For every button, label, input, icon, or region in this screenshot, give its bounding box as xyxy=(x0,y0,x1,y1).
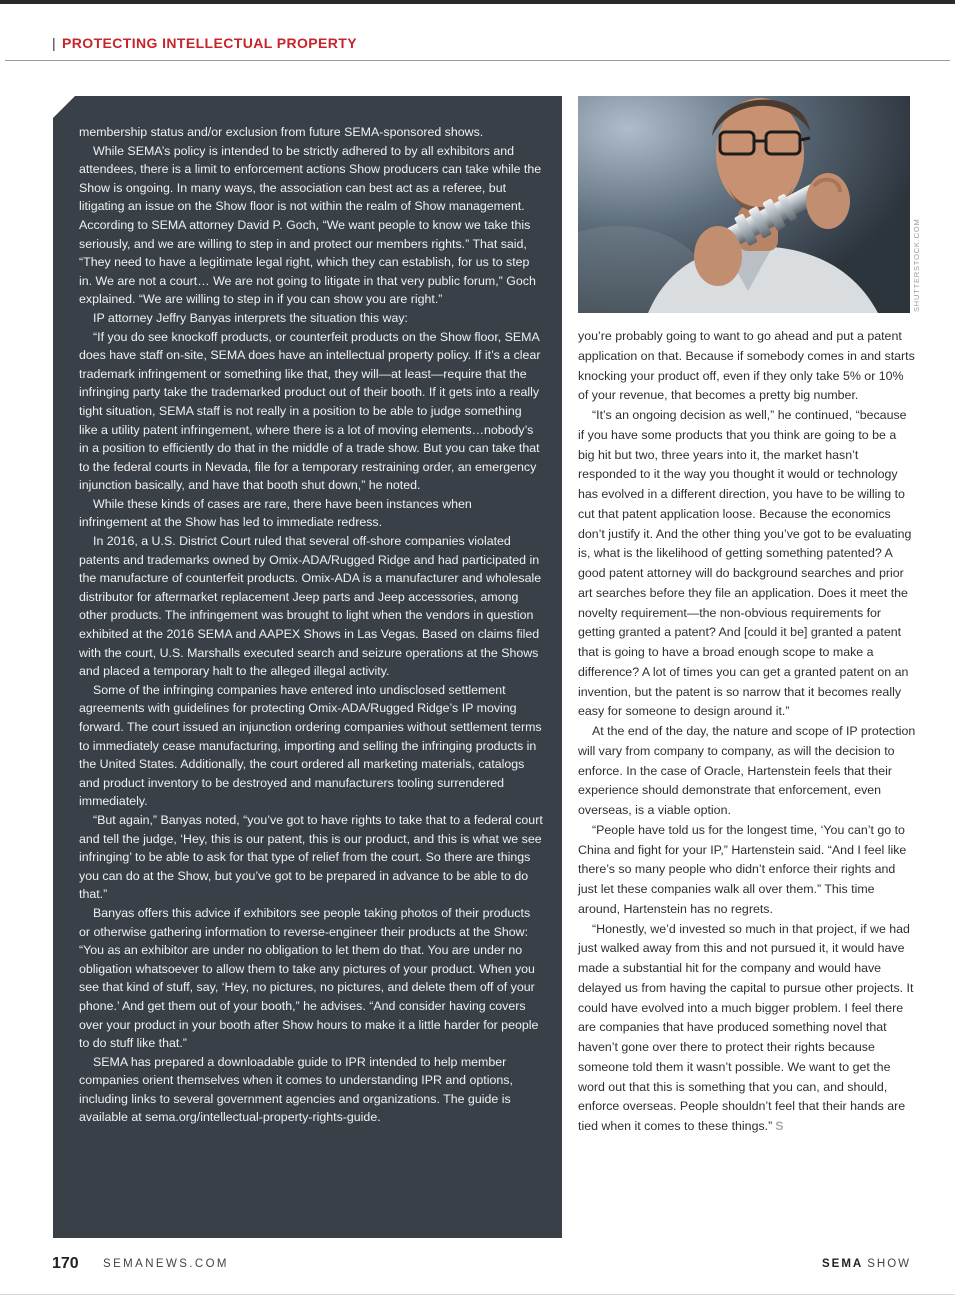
footer-brand xyxy=(822,1258,911,1270)
left-paragraph: Banyas offers this advice if exhibitors see people taking photos of their products or otherwise gathering information to reverse-engineer their products at the Show: “You as an exhibitor are under no obligation to let them do that. You are under no obligation whatsoever to allow them to take any pictures of your product. When you see that kind of stuff, say, ‘Hey, no pictures, no pictures, and delete them off of your phone.’ And get them out of your booth,” he advises. “And consider having covers over your product in your booth after Show hours to make it a little harder for people to do stuff like that.” xyxy=(79,905,539,1051)
left-paragraph: While these kinds of cases are rare, there have been instances when infringement at the Show has led to immediate redress. xyxy=(79,496,472,530)
right-paragraph: you’re probably going to want to go ahead and put a patent application on that. Because if somebody comes in and starts knocking your product off, even if they only take 5% or 10% of your revenue, that becomes a pretty big number. xyxy=(578,329,915,403)
left-paragraph: SEMA has prepared a downloadable guide to IPR intended to help member companies orient themselves when it comes to understanding IPR and options, including links to several government agencies and organizations. The guide is available at sema.org/intellectual-property-rights-guide. xyxy=(79,1054,513,1125)
photo-credit: SHUTTERSTOCK.COM xyxy=(912,218,921,312)
engineer-photo xyxy=(578,96,910,313)
footer-site-link[interactable]: SEMANEWS.COM xyxy=(103,1258,229,1270)
end-of-article-mark: S xyxy=(775,1119,784,1133)
right-paragraph: “It’s an ongoing decision as well,” he continued, “because if you have some products that you think are going to be a big hit but two, three years into it, the market hasn’t responded to it the way you thought it would or technology has evolved in a different direction, you have to be willing to cut that patent application loose. Because the economics don’t justify it. And the other thing you’ve got to be evaluating is, what is the likelihood of getting something patented? A good patent attorney will do background searches and prior art searches before they file an application. Does it meet the novelty requirement—the non-obvious requirements for getting granted a patent? And [could it be] granted a patent that is going to have a broad enough scope to make a difference? A lot of times you can get a granted patent on an invention, but the patent is so narrow that it becomes really easy for someone to design around it.” xyxy=(578,408,912,719)
top-border-bar xyxy=(0,0,955,4)
right-paragraph-last xyxy=(578,920,916,1137)
section-header xyxy=(52,35,357,51)
right-paragraph: “People have told us for the longest time, ‘You can’t go to China and fight for your IP,” Hartenstein said. “And I feel like there’s so many people who didn’t enforce their rights and just let these companies walk all over them.” This time around, Hartenstein has no regrets. xyxy=(578,822,907,916)
footer-brand-bold: SEMA xyxy=(821,1258,864,1270)
left-paragraph: membership status and/or exclusion from future SEMA-sponsored shows. xyxy=(79,125,484,139)
left-paragraph: “If you do see knockoff products, or counterfeit products on the Show floor, SEMA does have staff on-site, SEMA does have an intellectual property policy. If it’s a clear trademark infringement or something like that, they will—at least—require that the infringing party take the trademarked product out of their booth. If it gets into a really tight situation, SEMA staff is not really in a position to be able to judge something like a utility patent infringement, where there is a lot of moving elements…nobody’s in a position to efficiently do that in the middle of a trade show. But you can take that to the federal courts in Nevada, file for a temporary restraining order, an emergency injunction basically, and have that booth shut down,” he noted. xyxy=(79,329,541,493)
bottom-rule xyxy=(0,1294,955,1295)
right-column-text xyxy=(578,327,916,1137)
right-paragraph: At the end of the day, the nature and scope of IP protection will vary from company to company, as will the decision to enforce. In the case of Oracle, Hartenstein feels that their experience should demonstrate that enforcement, even overseas, is a viable option. xyxy=(578,724,916,817)
header-divider: | xyxy=(52,35,57,51)
left-paragraph: IP attorney Jeffry Banyas interprets the situation this way: xyxy=(93,310,408,325)
left-paragraph: While SEMA’s policy is intended to be strictly adhered to by all exhibitors and attendees, there is a limit to enforcement actions Show producers can take while the Show is ongoing. In many ways, the association can best act as a referee, but litigating an issue on the Show floor is not within the realm of Show management. According to SEMA attorney David P. Goch, “We want people to know we take this seriously, and we are willing to step in and protect our members rights.” That said, “They need to have a legitimate legal right, which they can establish, for us to step in. We are not a court… We are not going to litigate in that very public forum,” Goch explained. “We are willing to step in if you can show you are right.” xyxy=(79,143,542,307)
engineer-photo-illustration xyxy=(578,96,910,313)
page-number: 170 xyxy=(52,1255,79,1272)
left-paragraph: In 2016, a U.S. District Court ruled that several off-shore companies violated patents and trademarks owned by Omix-ADA/Rugged Ridge and had participated in the manufacture of counterfeit products. Omix-ADA is a manufacturer and wholesale distributor for aftermarket replacement Jeep parts and Jeep accessories, among other products. The infringement was brought to light when the vendors in question exhibited at the 2016 SEMA and AAPEX Shows in Las Vegas. Based on claims filed with the court, U.S. Marshalls executed search and seizure operations at the Shows and placed a temporary halt to the alleged illegal activity. xyxy=(79,534,542,679)
section-title: PROTECTING INTELLECTUAL PROPERTY xyxy=(62,35,357,51)
left-paragraph: Some of the infringing companies have entered into undisclosed settlement agreements with guidelines for protecting Omix-ADA/Rugged Ridge’s IP moving forward. The court issued an injunction ordering companies without settlement terms to immediately cease manufacturing, importing and selling the infringing products in the United States. Additionally, the court ordered all marketing materials, catalogs and product inventory to be destroyed and manufacturers tooling surrendered immediately. xyxy=(79,682,542,809)
header-rule xyxy=(5,60,950,61)
left-paragraph: “But again,” Banyas noted, “you’ve got to have rights to take that to a federal court and tell the judge, ‘Hey, this is our patent, this is our product, and this is what we see infringing’ to be able to ask for that type of relief from the court. So there are things you can do at the Show, but you’ve got to be prepared in advance to be able to do that.” xyxy=(79,812,543,902)
footer-brand-light: SHOW xyxy=(867,1258,911,1270)
right-paragraph-text: “Honestly, we’d invested so much in that project, if we had just walked away from this and not pursued it, it would have made a substantial hit for the company and would have delayed us from having the capital to pursue other projects. It could have evolved into a much bigger problem. I feel there are companies that have produced something novel that haven’t gone over there to protect their rights because someone told them it wasn’t possible. We want to get the word out that this is something that you can, and should, enforce overseas. People shouldn’t feel that their hands are tied when it comes to these things.” xyxy=(578,921,914,1133)
left-column-text xyxy=(79,123,543,1127)
